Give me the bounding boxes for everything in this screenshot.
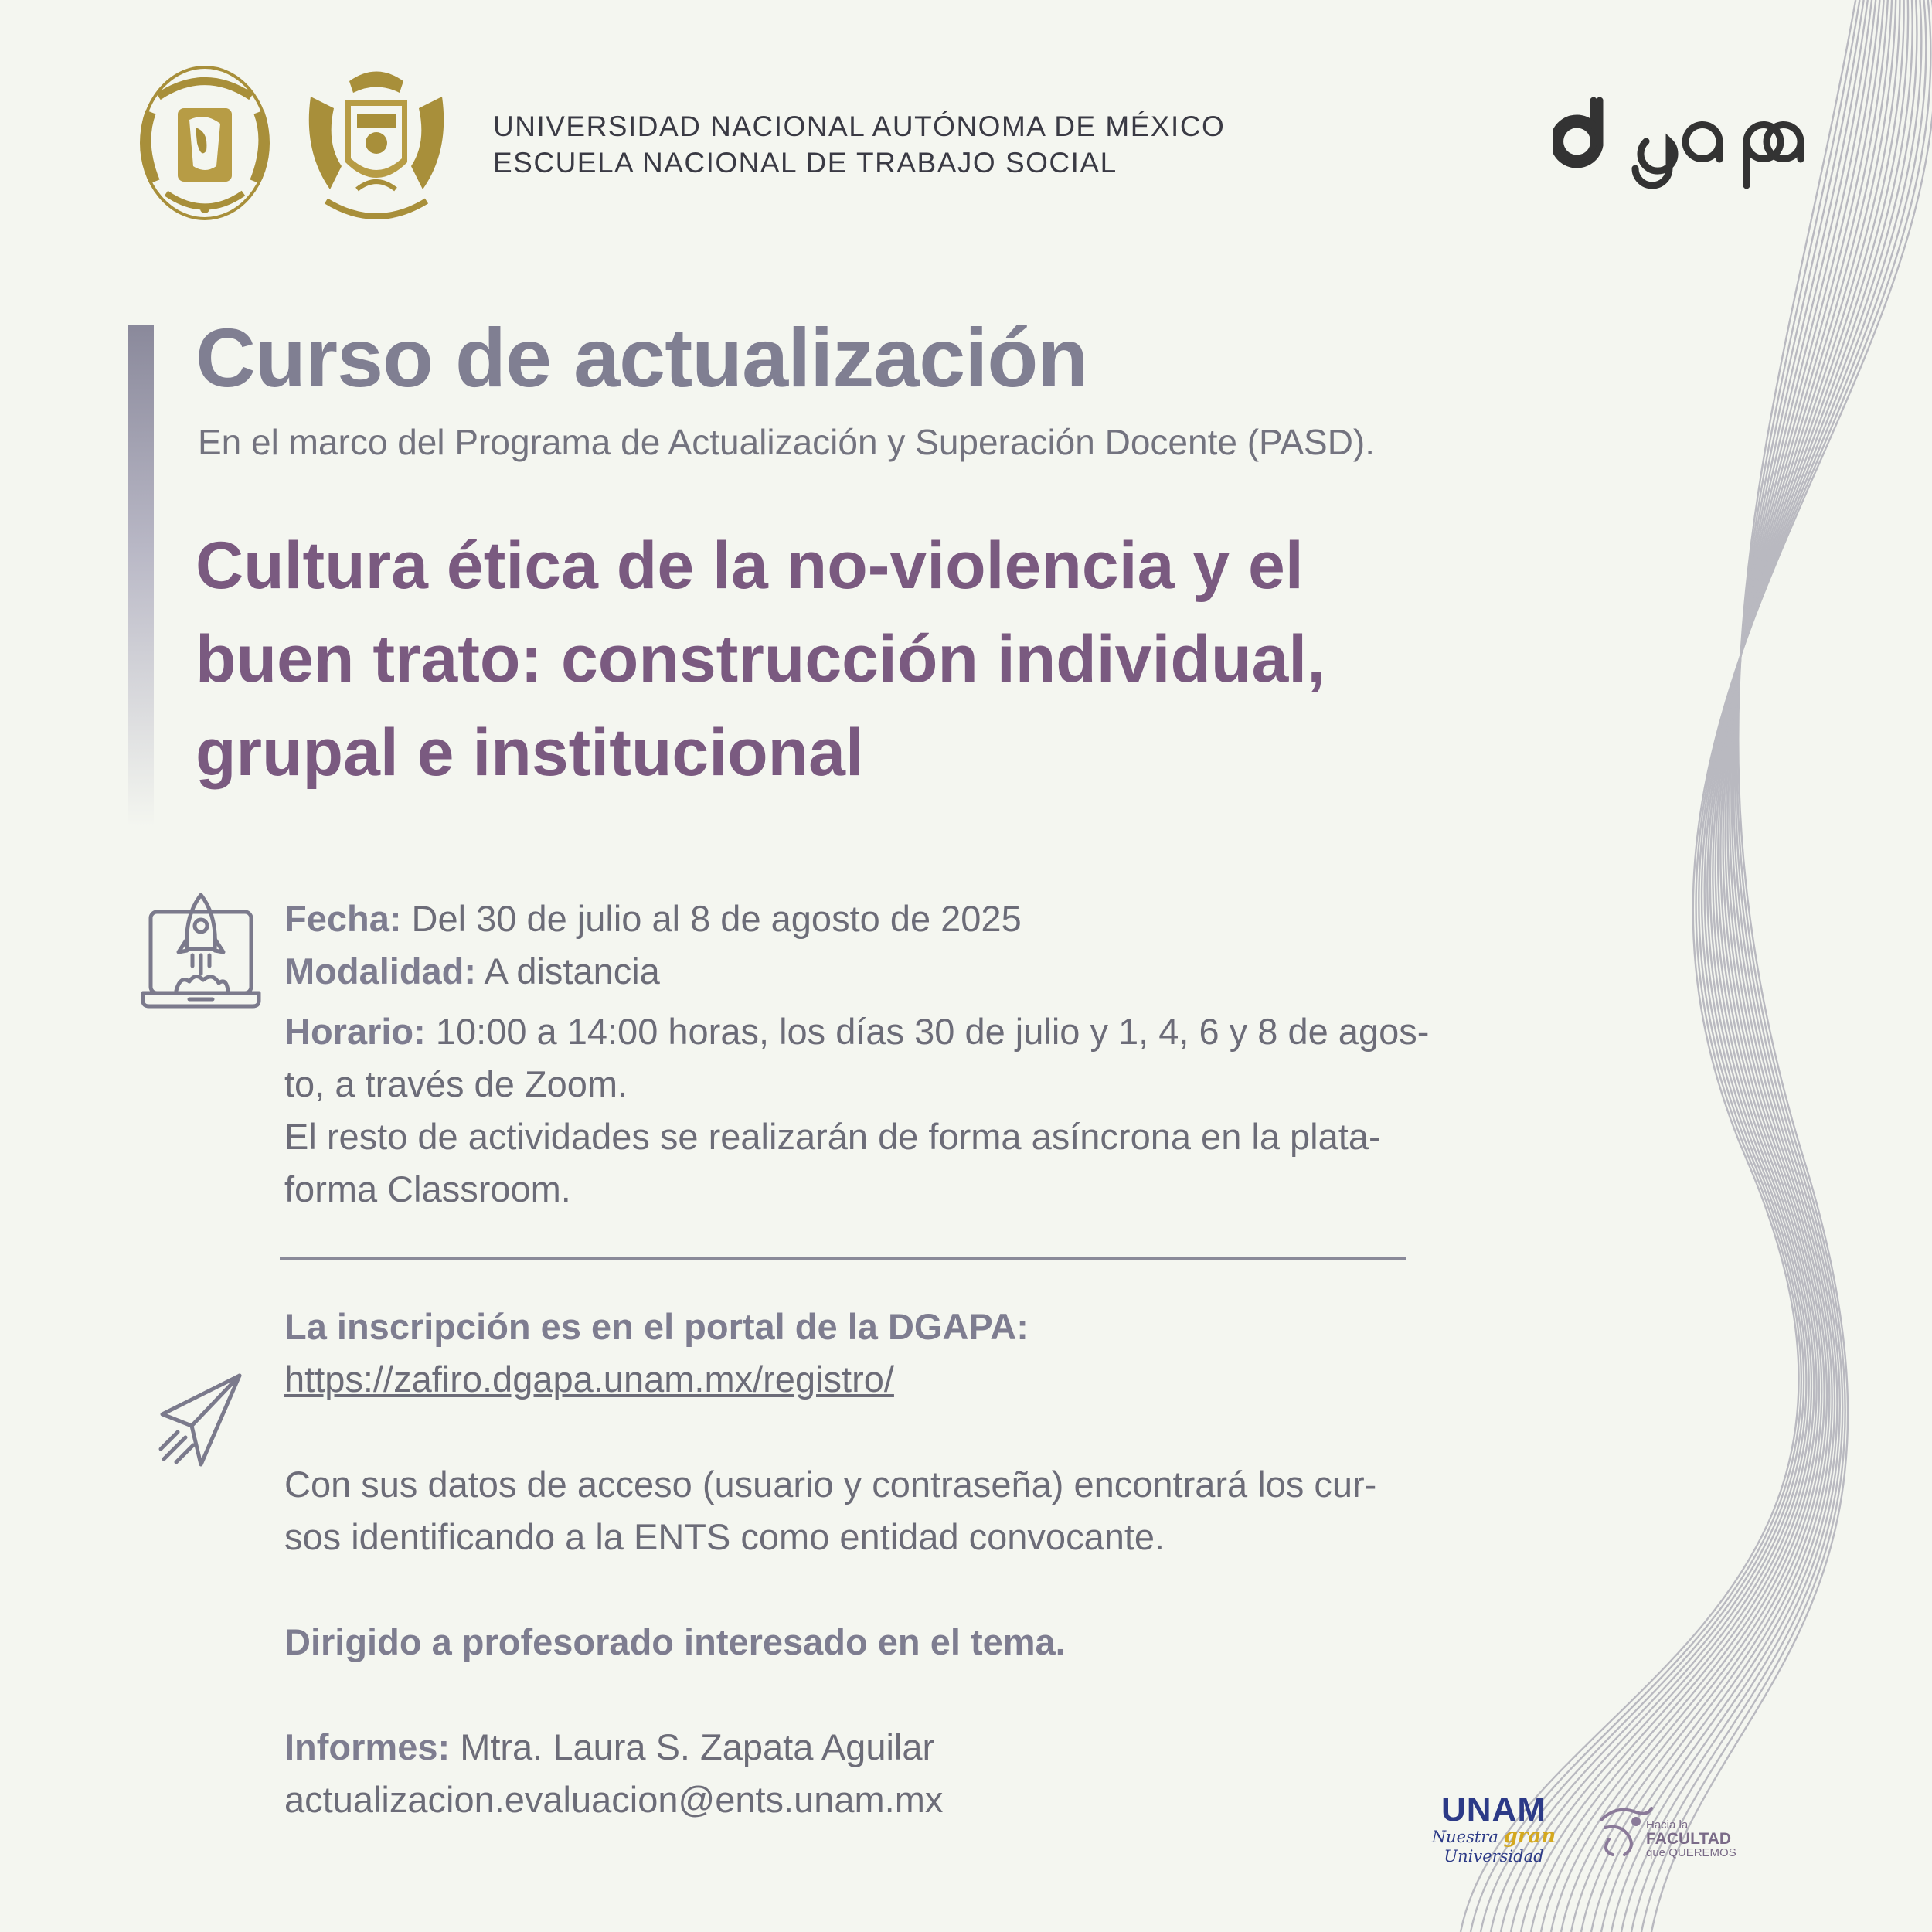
- modalidad-row: [284, 945, 1413, 998]
- wave-line: [1551, 0, 1896, 1932]
- wave-line: [1481, 0, 1926, 1932]
- course-name-line: grupal e institucional: [196, 716, 864, 790]
- course-details: [284, 893, 1430, 1216]
- paper-plane-icon: [155, 1372, 243, 1476]
- institution-line-2: ESCUELA NACIONAL DE TRABAJO SOCIAL: [493, 147, 1117, 179]
- horario-line: to, a través de Zoom.: [284, 1063, 628, 1104]
- unam-tag-gran: gran: [1503, 1825, 1556, 1848]
- accent-bar: [128, 325, 154, 827]
- fac-line: FACULTAD: [1646, 1830, 1732, 1848]
- unam-logo-text: UNAM: [1441, 1791, 1546, 1828]
- unam-tagline: [1428, 1827, 1560, 1866]
- wave-line: [1531, 0, 1904, 1932]
- institution-line-1: UNIVERSIDAD NACIONAL AUTÓNOMA DE MÉXICO: [493, 111, 1226, 142]
- wave-line: [1491, 0, 1921, 1932]
- fecha-value: Del 30 de julio al 8 de agosto de 2025: [401, 898, 1022, 939]
- unam-tag-word: Universidad: [1444, 1847, 1544, 1866]
- horario-line: forma Classroom.: [284, 1168, 571, 1209]
- contact-email[interactable]: actualizacion.evaluacion@ents.unam.mx: [284, 1779, 944, 1820]
- contact-name: Mtra. Laura S. Zapata Aguilar: [450, 1726, 935, 1767]
- course-name-line: Cultura ética de la no-violencia y el: [196, 529, 1304, 603]
- fecha-label: Fecha:: [284, 898, 402, 939]
- horario-line: El resto de actividades se realizarán de forma asíncrona en la plata-: [284, 1116, 1381, 1157]
- decorative-wave-lines: [1391, 0, 1932, 1932]
- contact-label: Informes:: [284, 1726, 451, 1767]
- registration-note-line: Con sus datos de acceso (usuario y contraseña) encontrará los cur-: [284, 1464, 1377, 1505]
- facultad-logo-text: [1646, 1818, 1736, 1860]
- modalidad-label: Modalidad:: [284, 951, 477, 992]
- audience-text: Dirigido a profesorado interesado en el tema.: [284, 1621, 1066, 1662]
- registration-note-line: sos identificando a la ENTS como entidad convocante.: [284, 1516, 1165, 1557]
- fac-line: Hacia la: [1646, 1818, 1689, 1832]
- horario-row: [284, 1005, 1430, 1058]
- page-title: Curso de actualización: [196, 311, 1088, 404]
- course-name-line: buen trato: construcción individual,: [196, 622, 1326, 696]
- ents-crest-logo: [303, 66, 450, 228]
- dgapa-logo: [1553, 77, 1808, 197]
- unam-tag-word: Nuestra: [1431, 1828, 1498, 1846]
- horario-line: 10:00 a 14:00 horas, los días 30 de julio y 1, 4, 6 y 8 de agos-: [425, 1011, 1430, 1052]
- wave-line: [1501, 0, 1917, 1932]
- horario-label: Horario:: [284, 1011, 426, 1052]
- fecha-row: [284, 893, 1413, 945]
- course-name: [196, 519, 1664, 800]
- divider: [280, 1257, 1406, 1260]
- unam-crest-logo: [135, 66, 274, 228]
- registration-link[interactable]: https://zafiro.dgapa.unam.mx/registro/: [284, 1359, 894, 1400]
- wave-line: [1511, 0, 1913, 1932]
- modalidad-value: A distancia: [476, 951, 660, 992]
- registration-heading: La inscripción es en el portal de la DGAPA:: [284, 1306, 1029, 1347]
- institution-name: [493, 108, 1225, 181]
- unam-logo: [1428, 1793, 1560, 1866]
- contact-row: [284, 1721, 1413, 1774]
- registration-section: [284, 1301, 1413, 1826]
- subtitle: En el marco del Programa de Actualización y Superación Docente (PASD).: [198, 422, 1376, 462]
- fac-line: que QUEREMOS: [1646, 1846, 1736, 1859]
- rocket-laptop-icon: [141, 889, 261, 1024]
